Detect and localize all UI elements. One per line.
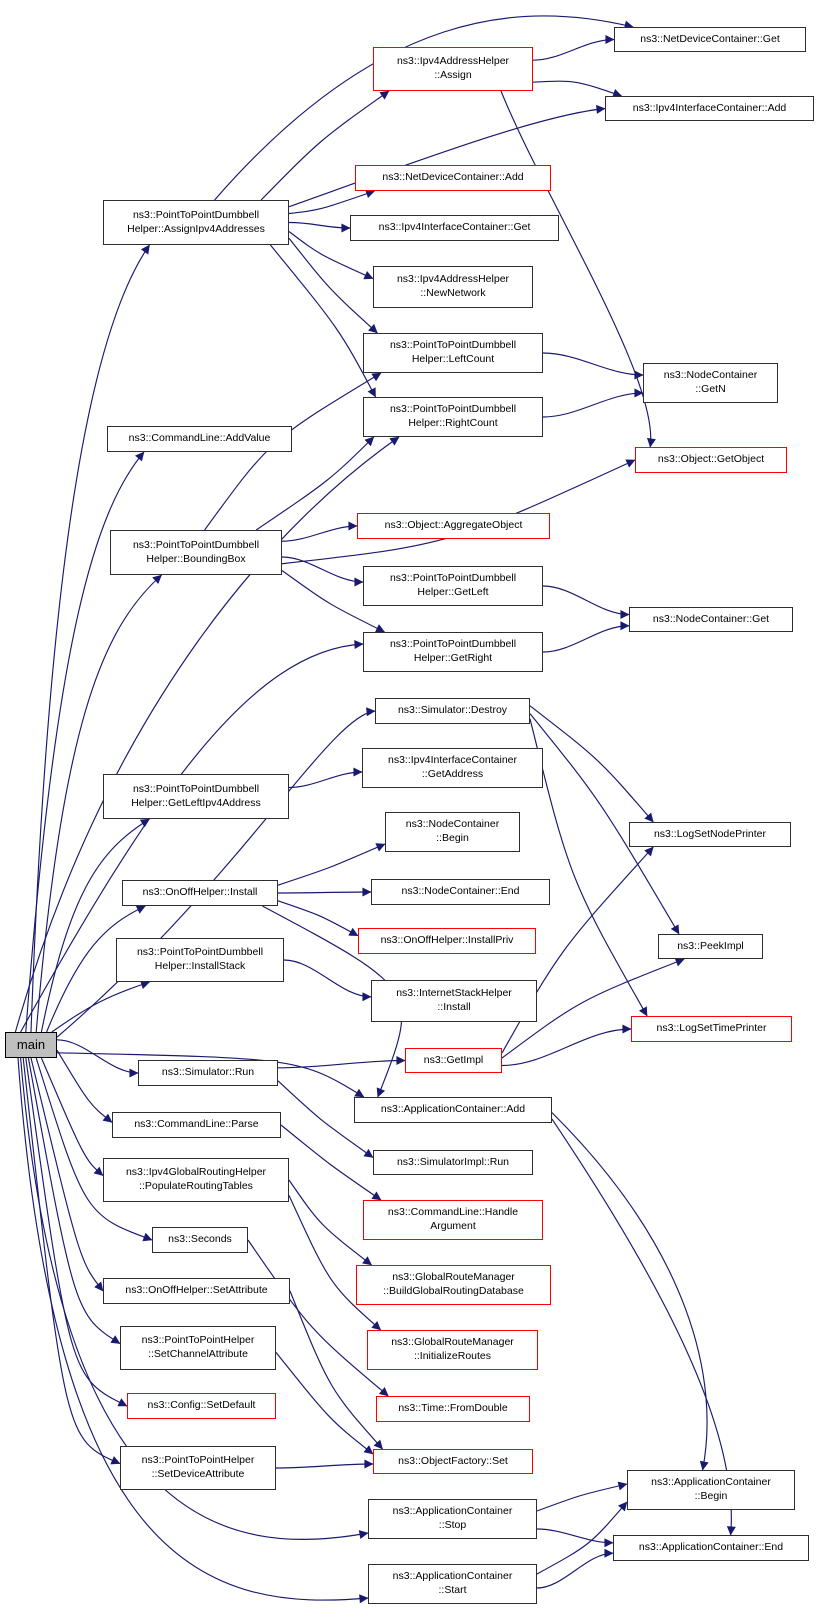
edge-seconds-to-fromdouble bbox=[248, 1240, 388, 1396]
edge-boundingbox-to-getobject bbox=[282, 460, 635, 564]
node-acadd[interactable] bbox=[354, 1097, 552, 1123]
node-assignipv4-label-0: ns3::PointToPointDumbbell bbox=[132, 208, 260, 221]
node-setchanattr-label-1: ::SetChannelAttribute bbox=[148, 1348, 248, 1360]
node-seconds-label-0: ns3::Seconds bbox=[168, 1233, 232, 1246]
node-ofset-label-0: ns3::ObjectFactory::Set bbox=[398, 1454, 508, 1467]
node-ishinstall[interactable] bbox=[371, 980, 537, 1022]
node-ncend-label-0: ns3::NodeContainer::End bbox=[401, 885, 520, 898]
edge-simdestroy-to-logtimeprinter bbox=[530, 719, 647, 1016]
edge-main-to-simdestroy bbox=[57, 711, 375, 1037]
edge-main-to-poproutes bbox=[41, 1058, 103, 1176]
edge-setchanattr-to-ofset bbox=[276, 1352, 373, 1454]
node-newnetwork-label-0: ns3::Ipv4AddressHelper bbox=[396, 273, 510, 286]
node-poproutes-label-0: ns3::Ipv4GlobalRoutingHelper bbox=[125, 1166, 267, 1179]
node-addvalue-label-0: ns3::CommandLine::AddValue bbox=[128, 432, 271, 445]
node-installstack-label-1: Helper::InstallStack bbox=[154, 960, 246, 972]
node-ndcget-label-0: ns3::NetDeviceContainer::Get bbox=[640, 32, 780, 45]
node-ndcadd-label-0: ns3::NetDeviceContainer::Add bbox=[382, 171, 524, 184]
node-iicadd-label-0: ns3::Ipv4InterfaceContainer::Add bbox=[632, 101, 787, 114]
edge-cmdparse-to-handlearg bbox=[281, 1125, 381, 1200]
node-setchanattr-label-0: ns3::PointToPointHelper bbox=[141, 1334, 255, 1347]
node-getobject-label-0: ns3::Object::GetObject bbox=[657, 453, 765, 466]
edge-main-to-simrun bbox=[57, 1040, 138, 1073]
node-poproutes[interactable] bbox=[103, 1158, 289, 1202]
node-installpriv[interactable] bbox=[358, 928, 536, 954]
edge-acadd-to-acbegin bbox=[552, 1113, 707, 1470]
node-getleftipv4[interactable] bbox=[103, 774, 289, 819]
node-logtimeprinter-label-0: ns3::LogSetTimePrinter bbox=[656, 1022, 767, 1035]
edge-acstop-to-acbegin bbox=[537, 1484, 627, 1511]
edge-main-to-getleftipv4 bbox=[41, 819, 149, 1032]
node-acstop[interactable] bbox=[368, 1499, 537, 1539]
node-fromdouble[interactable] bbox=[376, 1396, 530, 1422]
node-acadd-label-0: ns3::ApplicationContainer::Add bbox=[380, 1103, 526, 1116]
node-peekimpl[interactable] bbox=[658, 934, 763, 959]
node-ncgetn-label-0: ns3::NodeContainer bbox=[663, 369, 758, 382]
edge-getimpl-to-logtimeprinter bbox=[502, 1029, 631, 1066]
node-handlearg[interactable] bbox=[363, 1200, 543, 1240]
edge-onoffinstall-to-ncend bbox=[278, 892, 371, 893]
node-rightcount[interactable] bbox=[363, 397, 543, 437]
node-logtimeprinter[interactable] bbox=[631, 1016, 792, 1042]
edge-assignipv4-to-rightcount bbox=[270, 245, 375, 397]
edge-acstart-to-acend bbox=[537, 1553, 613, 1588]
node-simdestroy-label-0: ns3::Simulator::Destroy bbox=[397, 704, 508, 717]
edge-assignipv4-to-iicget bbox=[289, 223, 350, 229]
node-leftcount-label-1: Helper::LeftCount bbox=[411, 353, 495, 365]
edge-getleftipv4-to-iicgetaddr bbox=[289, 772, 362, 788]
node-getright-label-0: ns3::PointToPointDumbbell bbox=[389, 638, 517, 651]
node-getimpl-label-0: ns3::GetImpl bbox=[423, 1053, 484, 1066]
node-leftcount[interactable] bbox=[363, 333, 543, 373]
node-onoffsetattr[interactable] bbox=[103, 1278, 290, 1304]
edge-getleft-to-ncget bbox=[543, 586, 629, 615]
node-simdestroy[interactable] bbox=[375, 698, 530, 724]
edge-onoffinstall-to-installpriv bbox=[278, 901, 358, 936]
node-acend-label-0: ns3::ApplicationContainer::End bbox=[638, 1541, 784, 1554]
node-setdefault[interactable] bbox=[127, 1393, 276, 1419]
node-ncbegin-label-0: ns3::NodeContainer bbox=[405, 818, 500, 831]
node-addvalue[interactable] bbox=[107, 426, 292, 452]
node-ncgetn[interactable] bbox=[643, 363, 778, 403]
node-acend[interactable] bbox=[613, 1535, 809, 1561]
node-buildglobal[interactable] bbox=[356, 1265, 551, 1305]
node-getright-label-1: Helper::GetRight bbox=[413, 652, 493, 664]
node-acstart-label-1: ::Start bbox=[438, 1584, 467, 1596]
edge-installstack-to-ishinstall bbox=[284, 960, 371, 997]
edge-onoffinstall-to-ncbegin bbox=[278, 844, 385, 885]
node-onoffinstall[interactable] bbox=[122, 880, 278, 906]
node-leftcount-label-0: ns3::PointToPointDumbbell bbox=[389, 339, 517, 352]
node-getobject[interactable] bbox=[635, 447, 787, 473]
edge-rightcount-to-ncgetn bbox=[543, 393, 643, 417]
node-newnetwork[interactable] bbox=[373, 266, 533, 308]
node-ishinstall-label-1: ::Install bbox=[437, 1001, 471, 1013]
node-ncbegin-label-1: ::Begin bbox=[436, 832, 469, 844]
edge-assign-to-ndcget bbox=[533, 40, 614, 61]
node-seconds[interactable] bbox=[152, 1227, 248, 1253]
node-ncgetn-label-1: ::GetN bbox=[695, 383, 726, 395]
edge-poproutes-to-buildglobal bbox=[289, 1180, 372, 1265]
node-setdevattr-label-1: ::SetDeviceAttribute bbox=[151, 1468, 245, 1480]
node-iicget-label-0: ns3::Ipv4InterfaceContainer::Get bbox=[378, 221, 531, 234]
node-installpriv-label-0: ns3::OnOffHelper::InstallPriv bbox=[380, 934, 514, 947]
edge-main-to-seconds bbox=[36, 1058, 152, 1240]
edge-onoffsetattr-to-ofset bbox=[290, 1291, 383, 1449]
node-rightcount-label-1: Helper::RightCount bbox=[408, 417, 498, 429]
node-ofset[interactable] bbox=[373, 1449, 533, 1474]
node-acstop-label-1: ::Stop bbox=[438, 1519, 467, 1531]
node-initroutes-label-1: ::InitializeRoutes bbox=[413, 1350, 492, 1362]
node-installstack[interactable] bbox=[116, 938, 284, 982]
node-acbegin-label-1: ::Begin bbox=[694, 1490, 728, 1502]
node-ncend[interactable] bbox=[371, 879, 550, 905]
node-acstop-label-0: ns3::ApplicationContainer bbox=[392, 1505, 513, 1518]
node-getimpl[interactable] bbox=[405, 1048, 502, 1073]
node-ndcadd[interactable] bbox=[355, 165, 551, 191]
node-setdevattr-label-0: ns3::PointToPointHelper bbox=[141, 1454, 255, 1467]
edge-main-to-assignipv4 bbox=[31, 245, 150, 1032]
edge-simdestroy-to-lognodeprinter bbox=[530, 706, 653, 822]
node-lognodeprinter-label-0: ns3::LogSetNodePrinter bbox=[653, 827, 767, 840]
node-cmdparse-label-0: ns3::CommandLine::Parse bbox=[134, 1118, 259, 1131]
node-aggobj-label-0: ns3::Object::AggregateObject bbox=[384, 519, 523, 532]
edge-assignipv4-to-leftcount bbox=[289, 238, 377, 333]
node-ishinstall-label-0: ns3::InternetStackHelper bbox=[396, 987, 512, 1000]
edge-boundingbox-to-getleft bbox=[282, 557, 363, 582]
node-iicgetaddr-label-0: ns3::Ipv4InterfaceContainer bbox=[388, 754, 517, 767]
node-acbegin-label-0: ns3::ApplicationContainer bbox=[651, 1476, 771, 1489]
edge-simrun-to-getimpl bbox=[278, 1061, 405, 1068]
node-simrun-label-0: ns3::Simulator::Run bbox=[161, 1066, 255, 1079]
node-iicget[interactable] bbox=[350, 215, 559, 241]
node-lognodeprinter[interactable] bbox=[629, 822, 791, 847]
node-initroutes[interactable] bbox=[367, 1330, 538, 1370]
node-assign-label-0: ns3::Ipv4AddressHelper bbox=[396, 55, 510, 68]
edge-boundingbox-to-aggobj bbox=[282, 526, 357, 541]
edge-acstop-to-acend bbox=[537, 1529, 613, 1543]
node-assignipv4[interactable] bbox=[103, 200, 289, 245]
node-simimplrun-label-0: ns3::SimulatorImpl::Run bbox=[396, 1155, 510, 1168]
node-main-label-0: main bbox=[16, 1037, 46, 1053]
node-handlearg-label-1: Argument bbox=[430, 1220, 476, 1232]
edge-assign-to-iicadd bbox=[533, 81, 622, 96]
node-initroutes-label-0: ns3::GlobalRouteManager bbox=[391, 1336, 514, 1349]
edge-main-to-installstack bbox=[52, 982, 150, 1032]
edge-leftcount-to-ncgetn bbox=[543, 353, 643, 375]
node-boundingbox-label-0: ns3::PointToPointDumbbell bbox=[132, 538, 260, 551]
node-iicgetaddr-label-1: ::GetAddress bbox=[421, 768, 484, 780]
edge-getright-to-ncget bbox=[543, 626, 629, 652]
node-getleft[interactable] bbox=[363, 566, 543, 606]
node-buildglobal-label-1: ::BuildGlobalRoutingDatabase bbox=[383, 1285, 524, 1297]
node-newnetwork-label-1: ::NewNetwork bbox=[420, 287, 486, 299]
node-setchanattr[interactable] bbox=[120, 1326, 276, 1370]
node-installstack-label-0: ns3::PointToPointDumbbell bbox=[136, 946, 264, 959]
node-ncget-label-0: ns3::NodeContainer::Get bbox=[652, 612, 770, 625]
edge-main-to-setdefault bbox=[26, 1058, 127, 1406]
node-rightcount-label-0: ns3::PointToPointDumbbell bbox=[389, 403, 517, 416]
node-getright[interactable] bbox=[363, 632, 543, 672]
node-aggobj[interactable] bbox=[357, 513, 550, 539]
node-main[interactable] bbox=[5, 1032, 57, 1058]
node-peekimpl-label-0: ns3::PeekImpl bbox=[677, 939, 744, 952]
edge-assignipv4-to-ndcadd bbox=[289, 191, 375, 214]
node-simimplrun[interactable] bbox=[373, 1150, 533, 1175]
node-acstart[interactable] bbox=[368, 1564, 537, 1604]
edge-main-to-setdevattr bbox=[23, 1058, 120, 1464]
node-simrun[interactable] bbox=[138, 1060, 278, 1086]
node-boundingbox[interactable] bbox=[110, 530, 282, 575]
edge-main-to-cmdparse bbox=[57, 1050, 112, 1122]
edge-main-to-onoffsetattr bbox=[31, 1058, 103, 1291]
node-onoffinstall-label-0: ns3::OnOffHelper::Install bbox=[142, 886, 258, 899]
node-getleftipv4-label-1: Helper::GetLeftIpv4Address bbox=[131, 796, 261, 809]
node-poproutes-label-1: ::PopulateRoutingTables bbox=[139, 1180, 253, 1192]
node-fromdouble-label-0: ns3::Time::FromDouble bbox=[398, 1402, 508, 1415]
node-getleft-label-0: ns3::PointToPointDumbbell bbox=[389, 572, 517, 585]
node-getleftipv4-label-0: ns3::PointToPointDumbbell bbox=[132, 782, 260, 795]
node-setdefault-label-0: ns3::Config::SetDefault bbox=[147, 1399, 256, 1412]
node-handlearg-label-0: ns3::CommandLine::Handle bbox=[387, 1206, 519, 1219]
node-ndcget[interactable] bbox=[614, 27, 806, 52]
node-cmdparse[interactable] bbox=[112, 1112, 281, 1138]
node-assignipv4-label-1: Helper::AssignIpv4Addresses bbox=[127, 222, 265, 235]
edge-setdevattr-to-ofset bbox=[276, 1464, 373, 1468]
node-onoffsetattr-label-0: ns3::OnOffHelper::SetAttribute bbox=[125, 1284, 268, 1297]
node-assign-label-1: ::Assign bbox=[434, 69, 472, 81]
node-boundingbox-label-1: Helper::BoundingBox bbox=[146, 552, 246, 565]
node-getleft-label-1: Helper::GetLeft bbox=[417, 586, 489, 598]
node-acstart-label-0: ns3::ApplicationContainer bbox=[392, 1570, 513, 1583]
node-iicadd[interactable] bbox=[605, 96, 814, 121]
node-assign[interactable] bbox=[373, 47, 533, 91]
node-ncbegin[interactable] bbox=[385, 812, 520, 852]
edge-assignipv4-to-iicadd bbox=[289, 109, 605, 207]
node-buildglobal-label-0: ns3::GlobalRouteManager bbox=[392, 1271, 515, 1284]
node-acbegin[interactable] bbox=[627, 1470, 795, 1510]
node-ncget[interactable] bbox=[629, 607, 793, 632]
node-iicgetaddr[interactable] bbox=[362, 748, 543, 788]
node-setdevattr[interactable] bbox=[120, 1446, 276, 1490]
